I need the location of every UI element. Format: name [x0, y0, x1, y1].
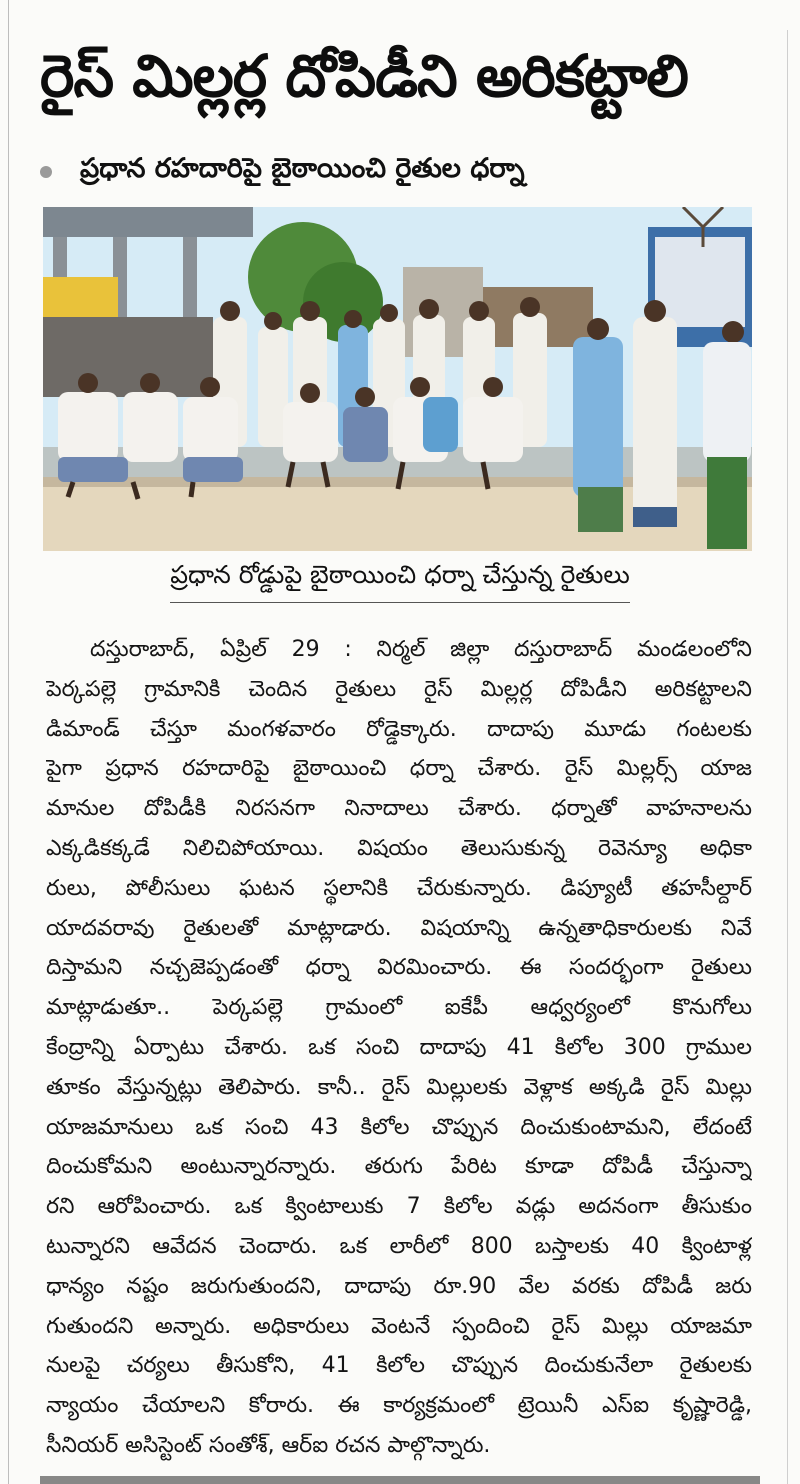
- body-line: సీనియర్ అసిస్టెంట్ సంతోశ్, ఆర్ఐ రచన పాల్గొన్నారు.: [46, 1432, 491, 1458]
- subheadline-text: ప్రధాన రహదారిపై బైఠాయించి రైతుల ధర్నా: [80, 153, 525, 184]
- body-line: పెర్కపల్లె గ్రామానికి చెందిన రైతులు రైస్ మిల్లర్ల దోపిడీని అరికట్టాలని: [46, 676, 752, 702]
- body-line: దిస్తామని నచ్చజెప్పడంతో ధర్నా విరమించారు. ఈ సందర్భంగా రైతులు: [46, 955, 752, 981]
- body-line: యాదవరావు రైతులతో మాట్లాడారు. విషయాన్ని ఉన్నతాధికారులకు నివే: [46, 915, 752, 941]
- column-rule-left: [8, 0, 9, 1484]
- body-line: టున్నారని ఆవేదన చెందారు. ఒక లారీలో 800 బస్తాలకు 40 క్వింటాళ్ల: [46, 1233, 752, 1259]
- farmers-protest-photo: [43, 207, 752, 551]
- body-line: యాజమానులు ఒక సంచి 43 కిలోల చొప్పున దించుకుంటామని, లేదంటే: [46, 1114, 752, 1140]
- headline: రైస్ మిల్లర్ల దోపిడీని అరికట్టాలి: [40, 42, 688, 110]
- news-photo: [43, 207, 752, 551]
- body-line: గుతుందని అన్నారు. అధికారులు వెంటనే స్పందించి రైస్ మిల్లు యాజమా: [46, 1313, 752, 1339]
- body-line: మాట్లాడుతూ.. పెర్కపల్లె గ్రామంలో ఐకేపీ ఆధ్వర్యంలో కొనుగోలు: [46, 995, 752, 1021]
- body-line: తూకం వేస్తున్నట్లు తెలిపారు. కానీ.. రైస్ మిల్లులకు వెళ్లాక అక్కడి రైస్ మిల్లు: [46, 1074, 752, 1100]
- body-line: ఎక్కడికక్కడే నిలిచిపోయాయి. విషయం తెలుసుకున్న రెవెన్యూ అధికా: [46, 835, 752, 861]
- body-line: న్యాయం చేయాలని కోరారు. ఈ కార్యక్రమంలో ట్రెయినీ ఎస్ఐ కృష్ణారెడ్డి,: [46, 1393, 752, 1419]
- body-line: ధాన్యం నష్టం జరుగుతుందని, దాదాపు రూ.90 వేల వరకు దోపిడీ జరు: [46, 1273, 752, 1299]
- body-line: రని ఆరోపించారు. ఒక క్వింటాలుకు 7 కిలోల వడ్లు అదనంగా తీసుకుం: [46, 1194, 752, 1220]
- column-rule-right: [787, 30, 788, 1484]
- photo-caption-text: ప్రధాన రోడ్డుపై బైఠాయించి ధర్నా చేస్తున్న రైతులు: [170, 560, 630, 603]
- body-line: కేంద్రాన్ని ఏర్పాటు చేశారు. ఒక సంచి దాదాపు 41 కిలోల 300 గ్రాముల: [46, 1034, 752, 1060]
- bullet-icon: [40, 166, 52, 178]
- body-line: దించుకోమని అంటున్నారన్నారు. తరుగు పేరిట కూడా దోపిడీ చేస్తున్నా: [46, 1154, 752, 1180]
- subheadline: [40, 152, 760, 192]
- body-line: డిమాండ్ చేస్తూ మంగళవారం రోడ్డెక్కారు. దాదాపు మూడు గంటలకు: [46, 716, 752, 742]
- body-line: రులు, పోలీసులు ఘటన స్థలానికి చేరుకున్నారు. డిప్యూటీ తహసీల్దార్: [46, 875, 752, 901]
- body-line: మానుల దోపిడీకి నిరసనగా నినాదాలు చేశారు. ధర్నాతో వాహనాలను: [46, 796, 752, 822]
- photo-caption: [40, 560, 760, 603]
- next-article-edge: [40, 1476, 760, 1484]
- body-line: దస్తురాబాద్, ఏప్రిల్ 29 : నిర్మల్ జిల్లా దస్తురాబాద్ మండలంలోని: [90, 637, 752, 662]
- body-line: పైగా ప్రధాన రహదారిపై బైఠాయించి ధర్నా చేశారు. రైస్ మిల్లర్స్ యాజ: [46, 756, 752, 782]
- article-body: [46, 630, 752, 1466]
- body-line: నులపై చర్యలు తీసుకోని, 41 కిలోల చొప్పున దించుకునేలా రైతులకు: [46, 1353, 752, 1379]
